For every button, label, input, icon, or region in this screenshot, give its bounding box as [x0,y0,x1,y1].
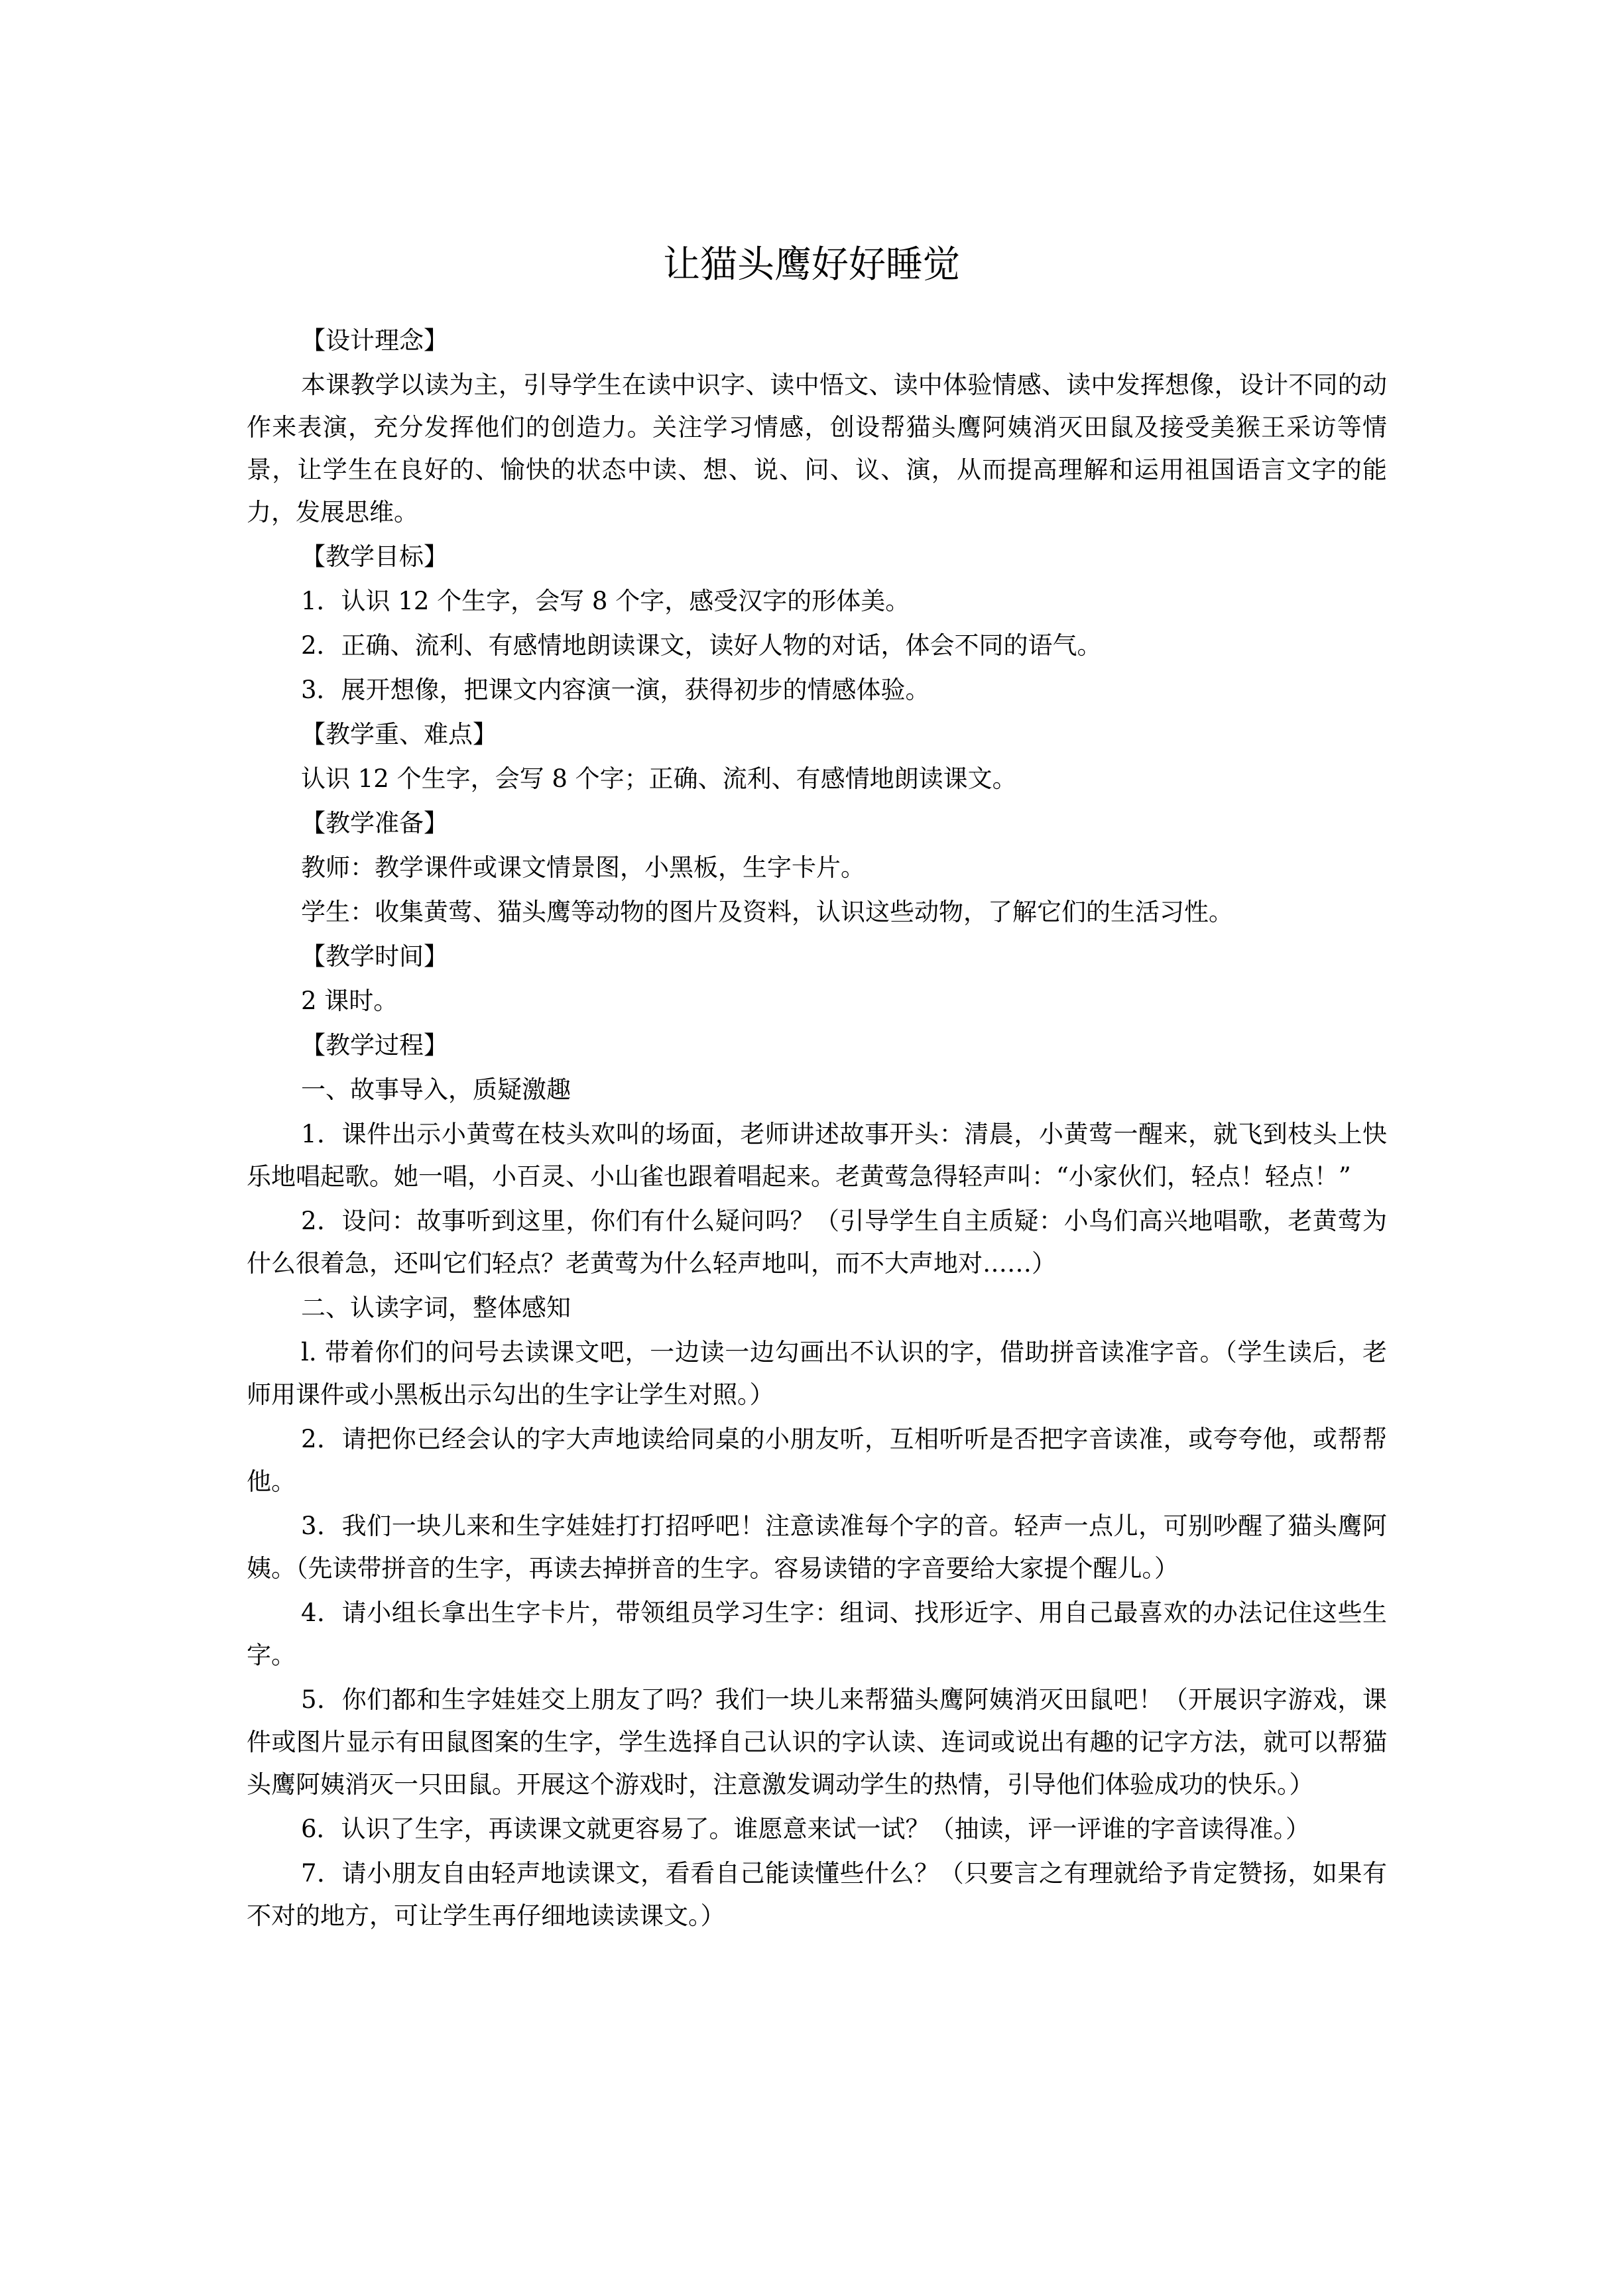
section-heading-design-concept: 【设计理念】 [301,326,448,355]
subsection-heading-story-intro: 一、故事导入，质疑激趣 [301,1075,571,1104]
subsection-heading-word-reading: 二、认读字词，整体感知 [301,1294,571,1322]
preparation-teacher: 教师：教学课件或课文情景图，小黑板，生字卡片。 [301,853,865,882]
process-item-1-1: 1．课件出示小黄莺在枝头欢叫的场面，老师讲述故事开头：清晨，小黄莺一醒来，就飞到枝头上快乐地唱起歌。她一唱，小百灵、小山雀也跟着唱起来。老黄莺急得轻声叫：“小家伙们，轻点！轻点！” [247,1120,1387,1191]
section-heading-preparation: 【教学准备】 [301,809,448,837]
section-heading-teaching-time: 【教学时间】 [301,942,448,971]
section-heading-teaching-goals: 【教学目标】 [301,542,448,571]
paragraph-key-points: 认识 12 个生字，会写 8 个字；正确、流利、有感情地朗读课文。 [301,764,1017,793]
process-item-2-7: 7．请小朋友自由轻声地读课文，看看自己能读懂些什么？（只要言之有理就给予肯定赞扬，如果有不对的地方，可让学生再仔细地读读课文。） [247,1859,1387,1930]
process-item-2-2: 2．请把你已经会认的字大声地读给同桌的小朋友听，互相听听是否把字音读准，或夸夸他，或帮帮他。 [247,1425,1387,1496]
section-heading-key-points: 【教学重、难点】 [301,720,497,749]
preparation-student: 学生：收集黄莺、猫头鹰等动物的图片及资料，认识这些动物，了解它们的生活习性。 [301,898,1233,926]
process-item-1-2: 2．设问：故事听到这里，你们有什么疑问吗？（引导学生自主质疑：小鸟们高兴地唱歌，老黄莺为什么很着急，还叫它们轻点？老黄莺为什么轻声地叫，而不大声地对……） [247,1207,1387,1278]
process-item-2-5: 5．你们都和生字娃娃交上朋友了吗？我们一块儿来帮猫头鹰阿姨消灭田鼠吧！（开展识字游戏，课件或图片显示有田鼠图案的生字，学生选择自己认识的字认读、连词或说出有趣的记字方法，就可以帮猫头鹰阿姨消灭一只田鼠。开展这个游戏时，注意激发调动学生的热情，引导他们体验成功的快乐。） [247,1685,1387,1799]
process-item-2-1: l. 带着你们的问号去读课文吧，一边读一边勾画出不认识的字，借助拼音读准字音。（学生读后，老师用课件或小黑板出示勾出的生字让学生对照。） [247,1338,1387,1409]
process-item-2-3: 3．我们一块儿来和生字娃娃打打招呼吧！注意读准每个字的音。轻声一点儿，可别吵醒了猫头鹰阿姨。（先读带拼音的生字，再读去掉拼音的生字。容易读错的字音要给大家提个醒儿。） [247,1512,1387,1583]
paragraph-teaching-time: 2 课时。 [301,987,398,1015]
goal-item-2: 2．正确、流利、有感情地朗读课文，读好人物的对话，体会不同的语气。 [301,631,1102,660]
document-body [247,320,1387,1939]
goal-item-1: 1．认识 12 个生字，会写 8 个字，感受汉字的形体美。 [301,587,910,615]
paragraph-design-concept: 本课教学以读为主，引导学生在读中识字、读中悟文、读中体验情感、读中发挥想像，设计不同的动作来表演，充分发挥他们的创造力。关注学习情感，创设帮猫头鹰阿姨消灭田鼠及接受美猴王采访等情景，让学生在良好的、愉快的状态中读、想、说、问、议、演，从而提高理解和运用祖国语言文字的能力，发展思维。 [247,371,1387,526]
goal-item-3: 3．展开想像，把课文内容演一演，获得初步的情感体验。 [301,676,930,704]
process-item-2-4: 4．请小组长拿出生字卡片，带领组员学习生字：组词、找形近字、用自己最喜欢的办法记住这些生字。 [247,1599,1387,1669]
process-item-2-6: 6．认识了生字，再读课文就更容易了。谁愿意来试一试？（抽读，评一评谁的字音读得准。） [301,1815,1311,1843]
section-heading-teaching-process: 【教学过程】 [301,1031,448,1059]
document-title: 让猫头鹰好好睡觉 [663,243,960,286]
